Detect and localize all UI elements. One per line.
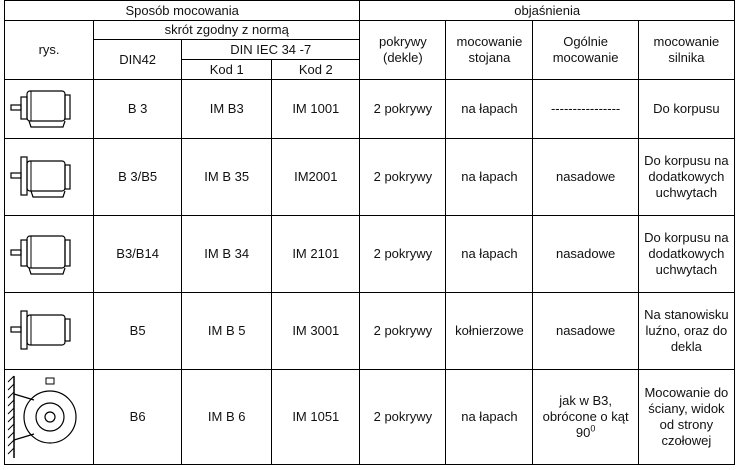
header-group-right: objaśnienia (360, 1, 735, 21)
header-kod2: Kod 2 (272, 60, 360, 80)
header-din-iec-group: DIN IEC 34 -7 (182, 40, 360, 60)
cell-pokrywy: 2 pokrywy (360, 80, 446, 139)
cell-kod2: IM 1001 (272, 80, 360, 139)
cell-kod2: IM2001 (272, 139, 360, 216)
cell-stojan: na łapach (446, 216, 533, 293)
cell-kod1: IM B 5 (182, 293, 272, 370)
cell-stojan: na łapach (446, 139, 533, 216)
cell-stojan: na łapach (446, 370, 533, 465)
motor-foot-mount-icon (5, 80, 94, 139)
cell-din42: B6 (94, 370, 182, 465)
motor-foot-flange-mount-icon (5, 139, 94, 216)
header-norm-group: skrót zgodny z normą (94, 21, 360, 40)
header-pokrywy: pokrywy (dekle) (360, 21, 446, 80)
header-kod1: Kod 1 (182, 60, 272, 80)
header-ogolnie: Ogólnie mocowanie (533, 21, 638, 80)
cell-pokrywy: 2 pokrywy (360, 139, 446, 216)
motor-flange-mount-icon (5, 293, 94, 370)
motor-wall-mount-icon (5, 370, 94, 465)
cell-kod1: IM B 6 (182, 370, 272, 465)
cell-ogolnie: nasadowe (533, 293, 638, 370)
cell-ogolnie: nasadowe (533, 216, 638, 293)
cell-din42: B 3/B5 (94, 139, 182, 216)
cell-din42: B 3 (94, 80, 182, 139)
cell-pokrywy: 2 pokrywy (360, 216, 446, 293)
table-row (5, 293, 735, 370)
cell-silnik: Mocowanie do ściany, widok od strony czołowej (638, 370, 734, 465)
cell-kod1: IM B3 (182, 80, 272, 139)
degree-superscript: 0 (590, 423, 596, 434)
cell-silnik: Do korpusu (638, 80, 734, 139)
cell-kod2: IM 2101 (272, 216, 360, 293)
cell-kod2: IM 3001 (272, 293, 360, 370)
cell-ogolnie: nasadowe (533, 139, 638, 216)
cell-din42: B5 (94, 293, 182, 370)
cell-stojan: na łapach (446, 80, 533, 139)
header-mocowanie-stojana: mocowanie stojana (446, 21, 533, 80)
cell-kod1: IM B 34 (182, 216, 272, 293)
cell-silnik: Do korpusu na dodatkowych uchwytach (638, 216, 734, 293)
cell-ogolnie (533, 370, 638, 465)
cell-din42: B3/B14 (94, 216, 182, 293)
cell-ogolnie-text: jak w B3, obrócone o kąt 90 (542, 393, 629, 440)
header-row-2 (5, 21, 735, 40)
cell-silnik: Do korpusu na dodatkowych uchwytach (638, 139, 734, 216)
header-mocowanie-silnika: mocowanie silnika (638, 21, 734, 80)
cell-stojan: kołnierzowe (446, 293, 533, 370)
cell-silnik: Na stanowisku luźno, oraz do dekla (638, 293, 734, 370)
table-row (5, 370, 735, 465)
cell-ogolnie: ---------------- (533, 80, 638, 139)
header-din42: DIN42 (94, 40, 182, 80)
cell-pokrywy: 2 pokrywy (360, 370, 446, 465)
mounting-table (4, 0, 735, 465)
header-group-left: Sposób mocowania (5, 1, 360, 21)
table-row (5, 80, 735, 139)
cell-kod1: IM B 35 (182, 139, 272, 216)
cell-pokrywy: 2 pokrywy (360, 293, 446, 370)
header-row-1 (5, 1, 735, 21)
motor-foot-face-mount-icon (5, 216, 94, 293)
mounting-table-wrapper (4, 0, 735, 465)
header-rys: rys. (5, 21, 94, 80)
table-row (5, 139, 735, 216)
cell-kod2: IM 1051 (272, 370, 360, 465)
table-row (5, 216, 735, 293)
